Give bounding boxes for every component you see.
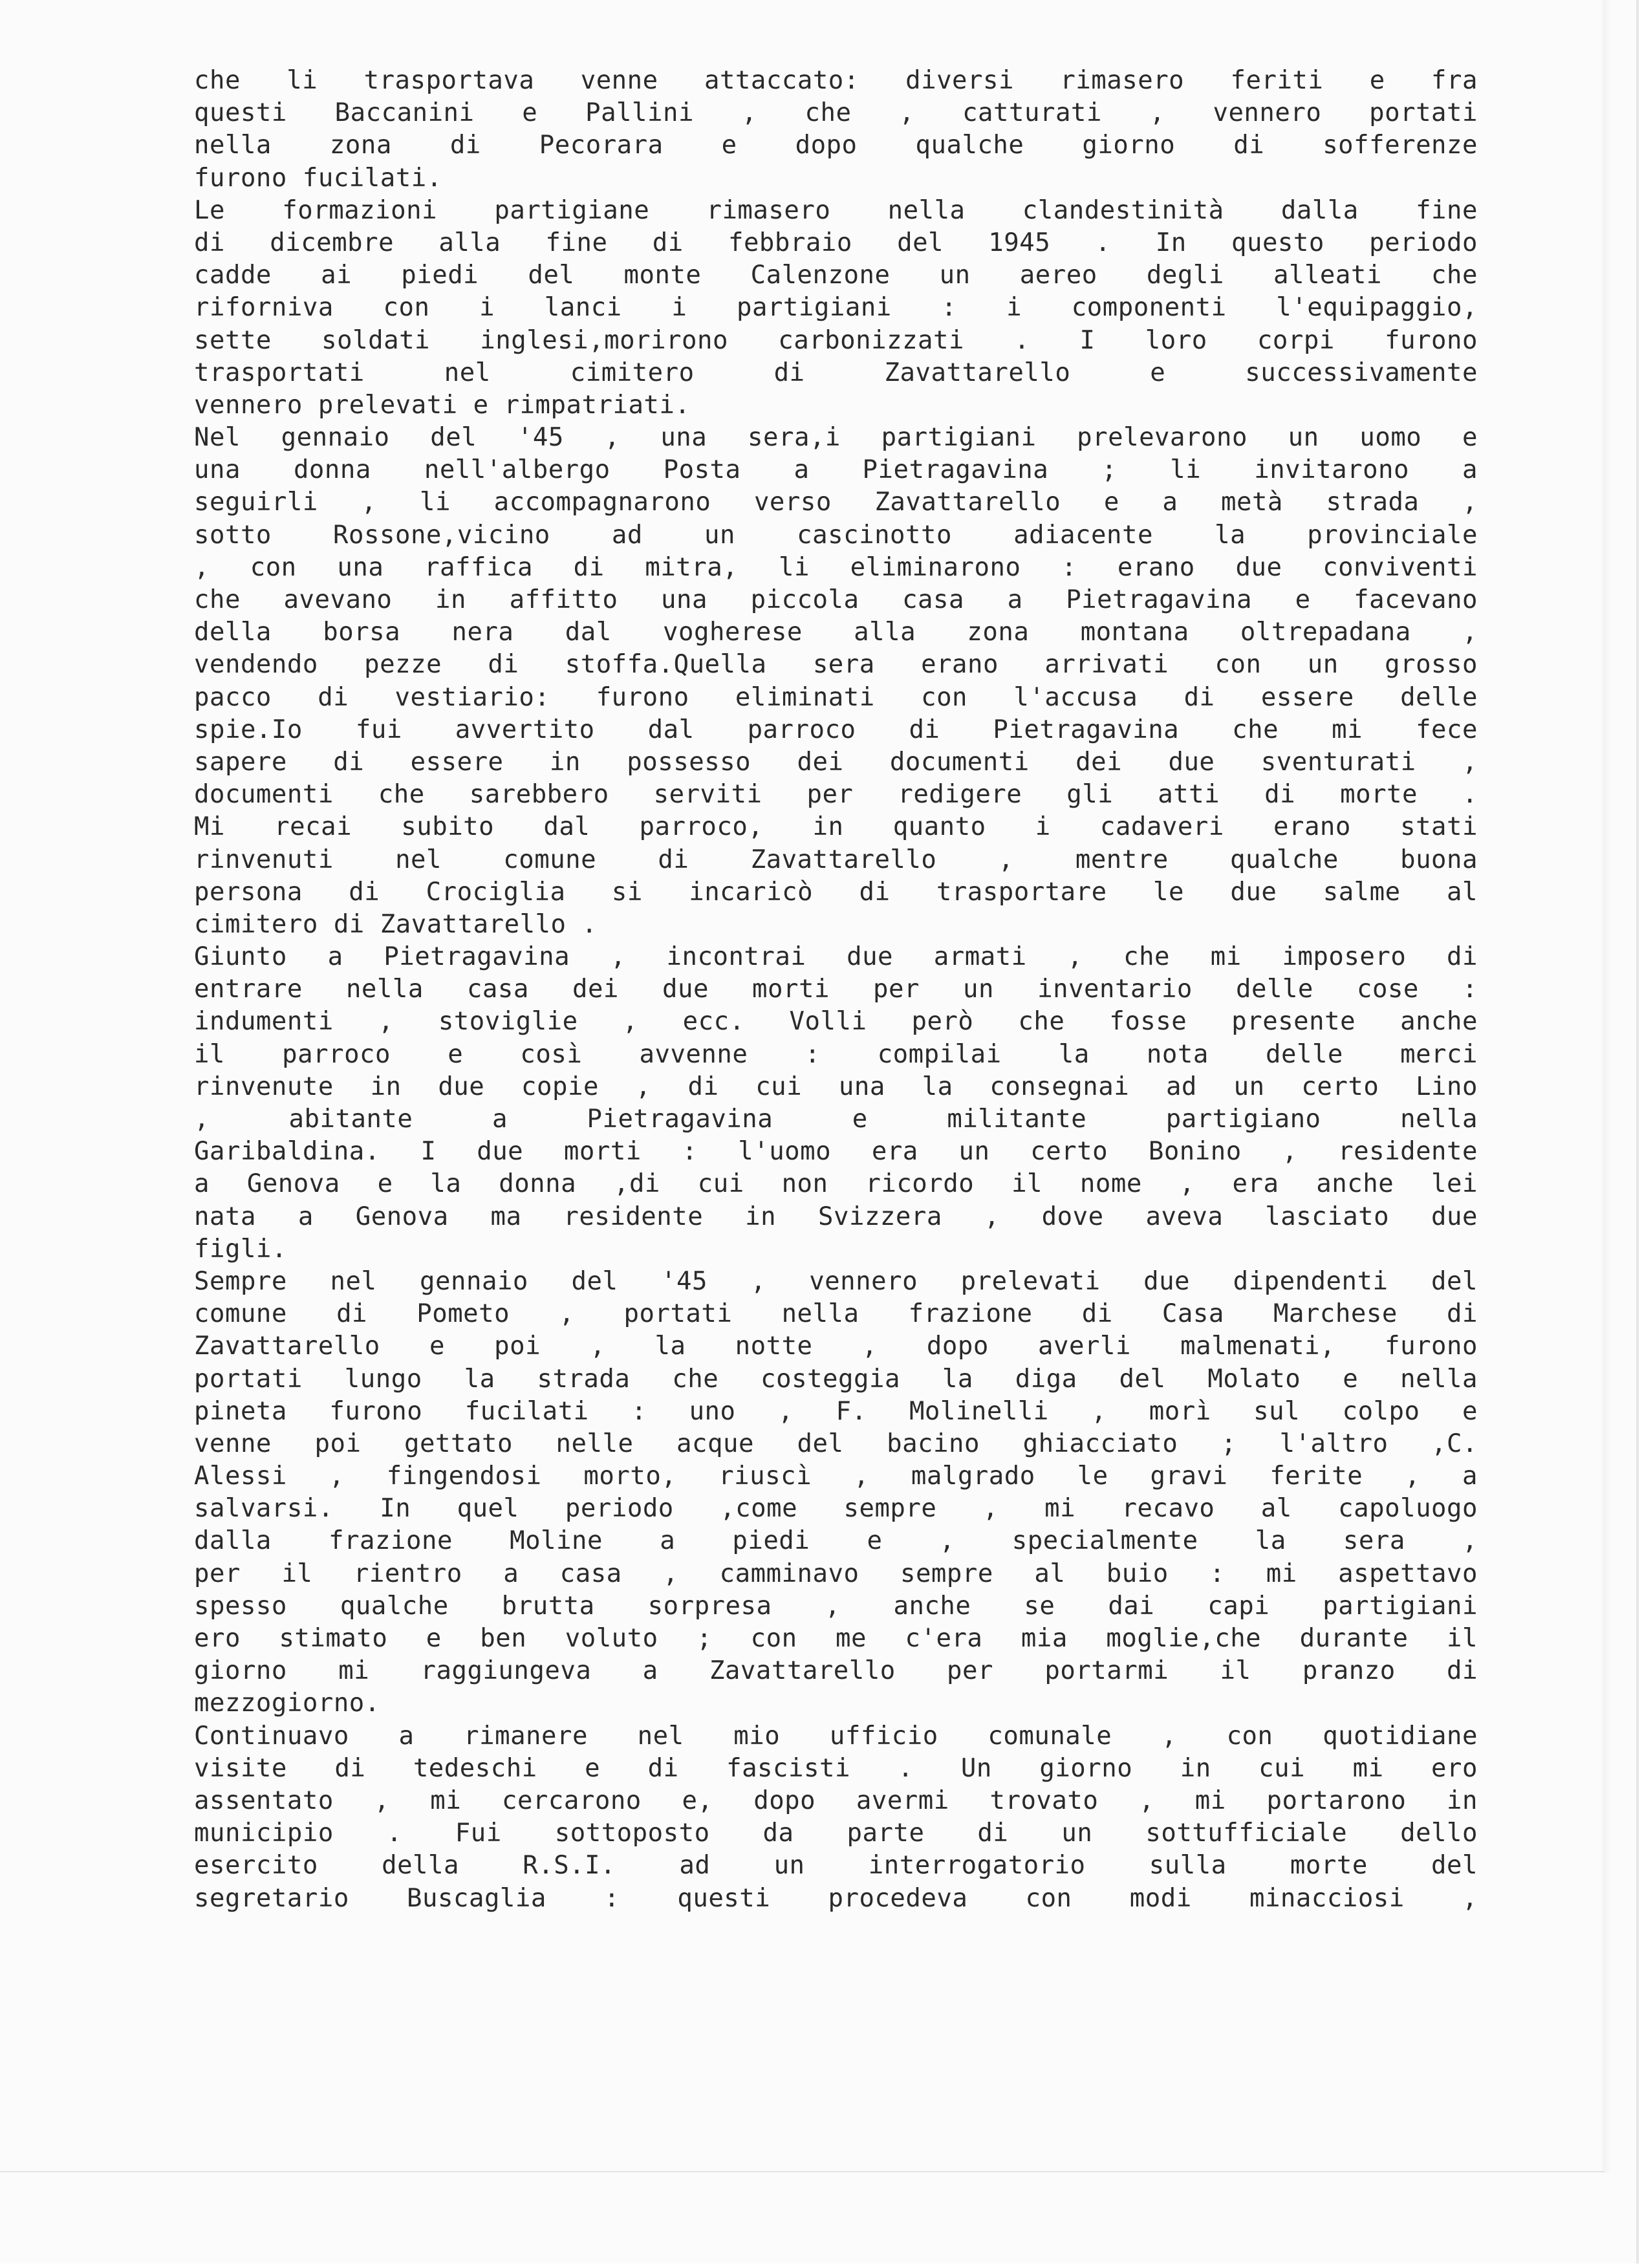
text-line: nata a Genova ma residente in Svizzera , dove aveva lasciato due: [194, 1202, 1478, 1231]
text-line: Nel gennaio del '45 , una sera,i partigiani prelevarono un uomo e: [194, 423, 1478, 453]
typewritten-text: [194, 65, 1478, 1915]
text-line: che li trasportava venne attaccato: diversi rimasero feriti e fra: [194, 66, 1478, 95]
text-line: , con una raffica di mitra, li eliminarono : erano due conviventi: [194, 552, 1478, 582]
text-line: segretario Buscaglia : questi procedeva con modi minacciosi ,: [194, 1883, 1478, 1913]
text-line: persona di Crociglia si incaricò di trasportare le due salme al: [194, 877, 1478, 907]
text-line: della borsa nera dal vogherese alla zona montana oltrepadana ,: [194, 618, 1478, 647]
text-line: esercito della R.S.I. ad un interrogatorio sulla morte del: [194, 1851, 1478, 1881]
text-line: assentato , mi cercarono e, dopo avermi trovato , mi portarono in: [194, 1786, 1478, 1815]
text-line: trasportati nel cimitero di Zavattarello e successivamente: [194, 358, 1478, 387]
text-line: cimitero di Zavattarello .: [194, 909, 598, 939]
text-line: a Genova e la donna ,di cui non ricordo il nome , era anche lei: [194, 1169, 1478, 1199]
text-line: visite di tedeschi e di fascisti . Un giorno in cui mi ero: [194, 1753, 1478, 1783]
text-line: Alessi , fingendosi morto, riuscì , malgrado le gravi ferite , a: [194, 1462, 1478, 1491]
text-line: una donna nell'albergo Posta a Pietragavina ; li invitarono a: [194, 455, 1478, 485]
text-line: , abitante a Pietragavina e militante partigiano nella: [194, 1105, 1478, 1134]
text-line: furono fucilati.: [194, 163, 442, 193]
text-line: municipio . Fui sottoposto da parte di un sottufficiale dello: [194, 1819, 1478, 1848]
text-line: cadde ai piedi del monte Calenzone un aereo degli alleati che: [194, 261, 1478, 290]
text-line: sapere di essere in possesso dei documenti dei due sventurati ,: [194, 747, 1478, 777]
text-line: Zavattarello e poi , la notte , dopo averli malmenati, furono: [194, 1332, 1478, 1361]
text-line: giorno mi raggiungeva a Zavattarello per portarmi il pranzo di: [194, 1656, 1478, 1686]
page-edge-shadow: [1603, 0, 1612, 2173]
text-line: figli.: [194, 1234, 287, 1264]
text-line: spie.Io fui avvertito dal parroco di Pietragavina che mi fece: [194, 715, 1478, 744]
text-line: per il rientro a casa , camminavo sempre al buio : mi aspettavo: [194, 1559, 1478, 1588]
text-line: pineta furono fucilati : uno , F. Molinelli , morì sul colpo e: [194, 1396, 1478, 1426]
text-line: documenti che sarebbero serviti per redigere gli atti di morte .: [194, 780, 1478, 810]
text-line: Le formazioni partigiane rimasero nella clandestinità dalla fine: [194, 195, 1478, 225]
text-line: portati lungo la strada che costeggia la diga del Molato e nella: [194, 1364, 1478, 1394]
text-line: questi Baccanini e Pallini , che , catturati , vennero portati: [194, 98, 1478, 128]
text-line: dalla frazione Moline a piedi e , specialmente la sera ,: [194, 1526, 1478, 1556]
text-line: spesso qualche brutta sorpresa , anche se dai capi partigiani: [194, 1591, 1478, 1621]
text-line: vennero prelevati e rimpatriati.: [194, 390, 691, 420]
text-line: seguirli , li accompagnarono verso Zavattarello e a metà strada ,: [194, 488, 1478, 517]
text-line: Garibaldina. I due morti : l'uomo era un certo Bonino , residente: [194, 1137, 1478, 1167]
text-line: Sempre nel gennaio del '45 , vennero prelevati due dipendenti del: [194, 1266, 1478, 1296]
text-line: sette soldati inglesi,morirono carbonizzati . I loro corpi furono: [194, 325, 1478, 355]
text-line: il parroco e così avvenne : compilai la nota delle merci: [194, 1039, 1478, 1069]
text-line: indumenti , stoviglie , ecc. Volli però che fosse presente anche: [194, 1007, 1478, 1037]
text-line: sotto Rossone,vicino ad un cascinotto adiacente la provinciale: [194, 520, 1478, 550]
text-line: ero stimato e ben voluto ; con me c'era mia moglie,che durante il: [194, 1624, 1478, 1653]
text-line: rinvenuti nel comune di Zavattarello , mentre qualche buona: [194, 845, 1478, 874]
text-line: nella zona di Pecorara e dopo qualche giorno di sofferenze: [194, 131, 1478, 160]
text-line: vendendo pezze di stoffa.Quella sera erano arrivati con un grosso: [194, 650, 1478, 680]
text-line: entrare nella casa dei due morti per un inventario delle cose :: [194, 975, 1478, 1004]
text-line: Giunto a Pietragavina , incontrai due armati , che mi imposero di: [194, 942, 1478, 972]
text-line: comune di Pometo , portati nella frazione di Casa Marchese di: [194, 1299, 1478, 1329]
text-line: salvarsi. In quel periodo ,come sempre , mi recavo al capoluogo: [194, 1494, 1478, 1524]
text-line: Continuavo a rimanere nel mio ufficio comunale , con quotidiane: [194, 1721, 1478, 1751]
text-line: Mi recai subito dal parroco, in quanto i cadaveri erano stati: [194, 812, 1478, 842]
text-line: di dicembre alla fine di febbraio del 1945 . In questo periodo: [194, 228, 1478, 257]
text-line: venne poi gettato nelle acque del bacino ghiacciato ; l'altro ,C.: [194, 1429, 1478, 1458]
text-line: che avevano in affitto una piccola casa a Pietragavina e facevano: [194, 585, 1478, 614]
text-line: pacco di vestiario: furono eliminati con l'accusa di essere delle: [194, 682, 1478, 712]
page-bottom-edge: [0, 2171, 1604, 2172]
text-line: rinvenute in due copie , di cui una la consegnai ad un certo Lino: [194, 1072, 1478, 1101]
text-line: mezzogiorno.: [194, 1689, 380, 1718]
text-line: riforniva con i lanci i partigiani : i componenti l'equipaggio,: [194, 293, 1478, 323]
